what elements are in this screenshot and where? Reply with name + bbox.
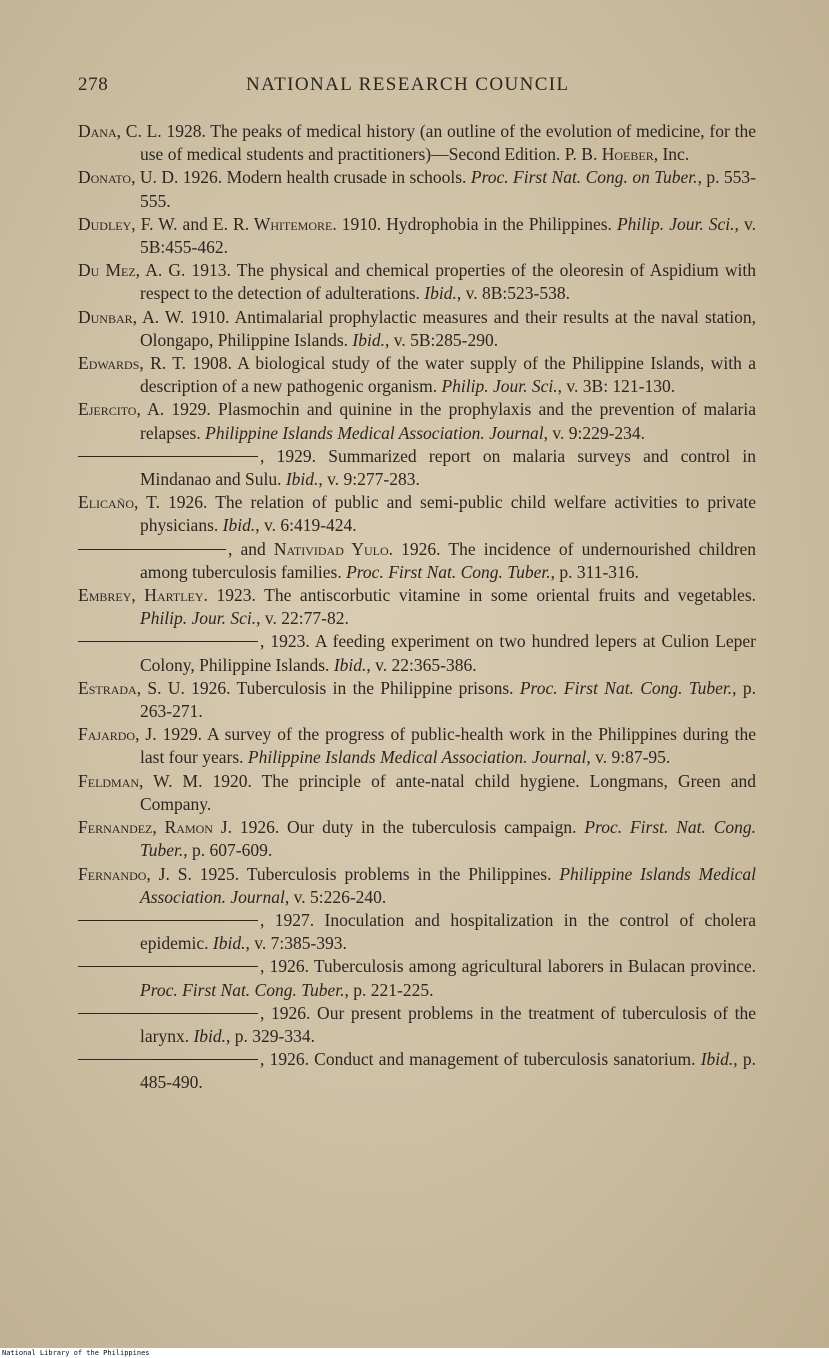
entry-tail: , v. 22:365-386. <box>366 654 477 675</box>
entry-author: Fajardo, J. <box>78 724 157 745</box>
scan-credit: National Library of the Philippines <box>0 1348 829 1358</box>
bibliography-entry <box>78 863 756 909</box>
entry-tail: , v. 3B: 121-130. <box>557 376 676 397</box>
entry-text: 1908. A biological study of the water supply of the Philippine Islands, with a description of a new pathogenic organism. <box>140 353 757 397</box>
entry-author: Dunbar, A. W. <box>78 306 185 327</box>
entry-source: Proc. First Nat. Cong. Tuber. <box>346 561 551 582</box>
entry-tail: , p. 553-555. <box>140 167 757 211</box>
entry-source: Ibid. <box>222 515 256 536</box>
bibliography-list <box>78 120 756 1095</box>
ditto-rule <box>78 641 258 642</box>
entry-joiner: and <box>177 213 213 234</box>
entry-text: 1926. Our duty in the tuberculosis campaign. <box>231 817 585 838</box>
entry-text: , 1929. Summarized report on malaria surveys and control in Mindanao and Sulu. <box>140 445 756 490</box>
entry-publisher: Hoeber <box>601 144 654 165</box>
bibliography-entry <box>78 584 756 630</box>
entry-author: Embrey, Hartley. <box>78 585 208 606</box>
entry-text: 1910. Hydrophobia in the Philippines. <box>336 213 617 234</box>
entry-tail: , v. 9:229-234. <box>543 422 646 443</box>
bibliography-entry <box>78 770 756 816</box>
bibliography-entry <box>78 166 756 212</box>
entry-source: Philippine Islands Medical Association. Journal <box>247 747 587 768</box>
entry-source: Ibid. <box>193 1025 227 1046</box>
bibliography-entry <box>78 120 756 166</box>
ditto-rule <box>78 1013 258 1014</box>
entry-tail: , v. 9:87-95. <box>586 747 671 768</box>
entry-text: , 1926. Tuberculosis among agricultural laborers in Bulacan province. <box>260 956 756 977</box>
entry-source: Proc. First Nat. Cong. Tuber. <box>519 677 733 698</box>
bibliography-entry <box>78 1002 756 1048</box>
entry-tail: , v. 9:277-283. <box>318 469 420 490</box>
entry-tail: , v. 8B:523-538. <box>456 283 570 304</box>
entry-source: Philippine Islands Medical Association. Journal <box>205 422 544 443</box>
bibliography-entry <box>78 445 756 491</box>
bibliography-entry <box>78 259 756 305</box>
bibliography-entry <box>78 677 756 723</box>
entry-author: Elicaño, T. <box>78 492 160 513</box>
entry-text: 1928. The peaks of medical history (an outline of the evolution of medicine, for the use of medical students and practitioners)—Second Edition. P. B. <box>140 121 756 165</box>
entry-author: Ejercito, A. <box>78 399 165 420</box>
entry-text: 1913. The physical and chemical properties of the oleoresin of Aspidium with respect to the detection of adulterations. <box>140 260 756 304</box>
entry-tail: , p. 485-490. <box>140 1049 756 1093</box>
entry-author: Feldman, W. M. <box>78 770 203 791</box>
entry-source: Philip. Jour. Sci. <box>140 608 257 629</box>
entry-text: 1926. The incidence of undernourished children among tuberculosis families. <box>140 538 756 582</box>
entry-text: 1923. The antiscorbutic vitamine in some oriental fruits and vegetables. <box>207 585 756 606</box>
ditto-rule <box>78 920 258 921</box>
entry-text: 1926. Modern health crusade in schools. <box>178 167 471 188</box>
bibliography-entry <box>78 538 756 584</box>
entry-author: Edwards, R. T. <box>78 353 187 374</box>
entry-text: , 1927. Inoculation and hospitalization in the control of cholera epidemic. <box>140 909 756 954</box>
entry-tail: , v. 22:77-82. <box>256 608 349 629</box>
entry-text: 1929. Plasmochin and quinine in the prophylaxis and the prevention of malaria relapses. <box>140 399 756 443</box>
entry-text: , 1926. Our present problems in the treatment of tuberculosis of the larynx. <box>140 1002 756 1046</box>
bibliography-entry <box>78 398 756 444</box>
entry-author: Fernandez, Ramon J. <box>78 817 232 838</box>
entry-text: , 1926. Conduct and management of tuberculosis sanatorium. <box>260 1049 701 1070</box>
entry-tail: , Inc. <box>653 144 690 165</box>
bibliography-entry <box>78 213 756 259</box>
bibliography-entry <box>78 352 756 398</box>
ditto-rule <box>78 966 258 967</box>
entry-author: Du Mez, A. G. <box>78 260 186 281</box>
bibliography-entry <box>78 909 756 955</box>
entry-source: Ibid. <box>352 329 385 350</box>
entry-source: Proc. First Nat. Cong. Tuber. <box>140 979 345 1000</box>
bibliography-entry <box>78 723 756 769</box>
entry-tail: , p. 263-271. <box>140 677 756 722</box>
entry-author: Estrada, S. U. <box>78 677 185 698</box>
entry-source: Ibid. <box>424 283 457 304</box>
entry-tail: , v. 6:419-424. <box>255 515 357 536</box>
entry-text: 1925. Tuberculosis problems in the Philippines. <box>191 863 560 884</box>
page-number: 278 <box>78 74 109 95</box>
entry-tail: , v. 5B:455-462. <box>140 213 756 258</box>
bibliography-entry <box>78 955 756 1001</box>
entry-joiner: , and <box>228 538 274 559</box>
entry-author: Dana, C. L. <box>78 121 162 141</box>
bibliography-entry <box>78 630 756 676</box>
entry-tail: , p. 221-225. <box>344 979 434 1000</box>
bibliography-entry <box>78 491 756 537</box>
ditto-rule <box>78 549 226 550</box>
entry-tail: , v. 5B:285-290. <box>385 329 499 350</box>
bibliography-entry <box>78 816 756 862</box>
entry-author: Fernando, J. S. <box>78 863 192 884</box>
entry-source: Proc. First Nat. Cong. on Tuber. <box>470 167 698 188</box>
entry-tail: , p. 329-334. <box>226 1025 315 1046</box>
entry-text: , 1923. A feeding experiment on two hundred lepers at Culion Leper Colony, Philippine Islands. <box>140 631 756 675</box>
entry-coauthor: E. R. Whitemore. <box>212 213 337 234</box>
entry-text: 1910. Antimalarial prophylactic measures and their results at the naval station, Olongapo, Philippine Islands. <box>140 306 756 350</box>
entry-tail: , v. 7:385-393. <box>245 933 347 954</box>
bibliography-entry <box>78 1048 756 1094</box>
ditto-rule <box>78 1059 258 1060</box>
running-head <box>78 74 778 98</box>
entry-source: Ibid. <box>333 654 367 675</box>
entry-text: 1926. The relation of public and semi-public child welfare activities to private physicians. <box>140 492 756 536</box>
entry-source: Philippine Islands Medical Association. Journal <box>140 863 756 907</box>
entry-source: Ibid. <box>212 933 246 954</box>
entry-source: Ibid. <box>700 1049 734 1070</box>
entry-tail: , p. 607-609. <box>183 840 273 861</box>
ditto-rule <box>78 456 258 457</box>
running-title: NATIONAL RESEARCH COUNCIL <box>246 74 570 95</box>
entry-source: Philip. Jour. Sci. <box>441 376 558 397</box>
entry-text: 1920. The principle of ante-natal child hygiene. Longmans, Green and Company. <box>140 770 757 814</box>
entry-tail: , v. 5:226-240. <box>284 886 387 907</box>
bibliography-entry <box>78 306 756 352</box>
entry-author: Donato, U. D. <box>78 167 179 188</box>
entry-source: Proc. First. Nat. Cong. Tuber. <box>140 817 757 861</box>
entry-text: 1926. Tuberculosis in the Philippine prisons. <box>184 677 520 698</box>
entry-author: Dudley, F. W. <box>78 213 178 234</box>
entry-source: Philip. Jour. Sci. <box>616 213 735 234</box>
entry-text: 1929. A survey of the progress of public-health work in the Philippines during the last four years. <box>140 724 756 768</box>
entry-source: Ibid. <box>285 469 319 490</box>
entry-tail: , p. 311-316. <box>550 561 639 582</box>
entry-coauthor: Natividad Yulo. <box>273 538 394 559</box>
